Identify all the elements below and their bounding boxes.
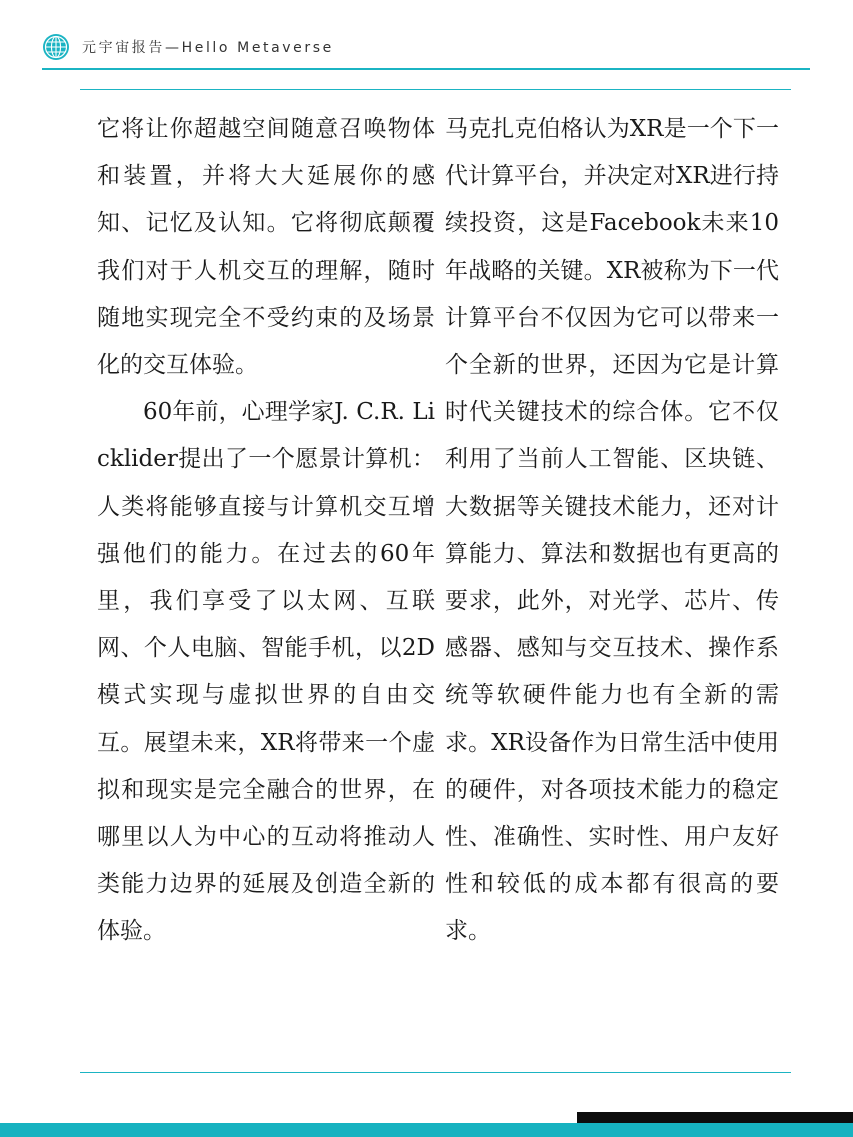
header-divider	[42, 68, 810, 70]
footer-dark-bar	[577, 1112, 853, 1123]
content-bottom-divider	[80, 1072, 791, 1073]
left-column	[97, 106, 435, 956]
left-paragraph-1: 它将让你超越空间随意召唤物体和装置，并将大大延展你的感知、记忆及认知。它将彻底颠覆我们对于人机交互的理解，随时随地实现完全不受约束的及场景化的交互体验。	[97, 116, 435, 379]
globe-grid-icon	[42, 33, 70, 61]
footer-accent-band	[0, 1123, 853, 1137]
content-top-divider	[80, 89, 791, 90]
page-header	[42, 30, 334, 64]
right-column	[445, 106, 779, 956]
report-title: 元宇宙报告—Hello Metaverse	[82, 40, 334, 56]
left-paragraph-2: 60年前，心理学家J. C.R. Licklider提出了一个愿景计算机：人类将能够直接与计算机交互增强他们的能力。在过去的60年里，我们享受了以太网、互联网、个人电脑、智能手机，以2D模式实现与虚拟世界的自由交互。展望未来，XR将带来一个虚拟和现实是完全融合的世界，在哪里以人为中心的互动将推动人类能力边界的延展及创造全新的体验。	[97, 399, 435, 945]
right-paragraph-1: 马克扎克伯格认为XR是一个下一代计算平台，并决定对XR进行持续投资，这是Facebook未来10年战略的关键。XR被称为下一代计算平台不仅因为它可以带来一个全新的世界，还因为它是计算时代关键技术的综合体。它不仅利用了当前人工智能、区块链、大数据等关键技术能力，还对计算能力、算法和数据也有更高的要求，此外，对光学、芯片、传感器、感知与交互技术、操作系统等软硬件能力也有全新的需求。XR设备作为日常生活中使用的硬件，对各项技术能力的稳定性、准确性、实时性、用户友好性和较低的成本都有很高的要求。	[445, 116, 779, 945]
